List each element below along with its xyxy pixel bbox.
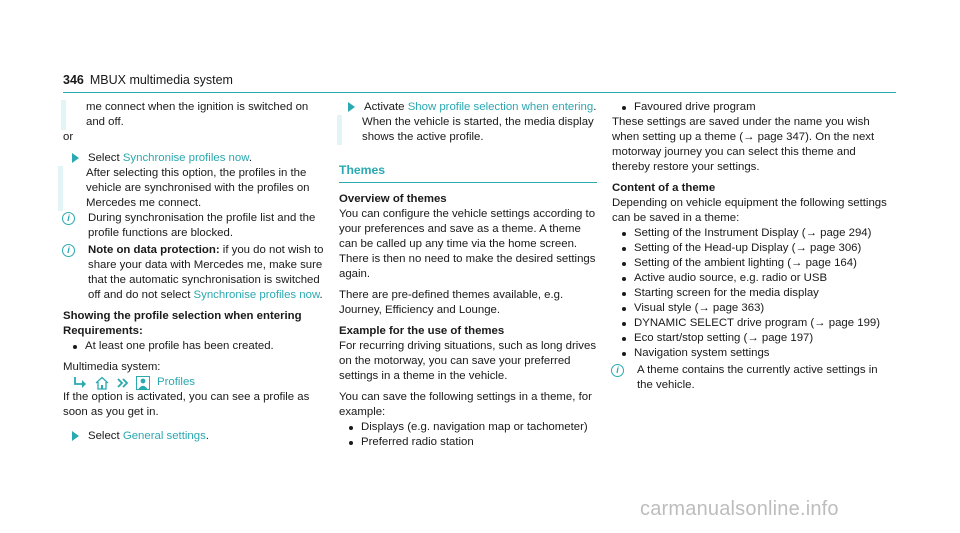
save-paragraph: You can save the following settings in a theme, for example: [339, 391, 592, 418]
person-icon [136, 376, 150, 390]
list-item: Visual style (→ page 363) [612, 301, 896, 316]
profiles-path-label[interactable]: Profiles [157, 376, 195, 388]
column-2 [339, 100, 597, 450]
watermark: carmanualsonline.info [640, 498, 839, 520]
subheading-content: Content of a theme [612, 182, 716, 194]
page-header [63, 73, 896, 89]
info-icon: i [62, 212, 75, 225]
info-icon: i [611, 364, 624, 377]
list-item: Navigation system settings [612, 346, 896, 361]
list-item: Setting of the Instrument Display (→ page 294) [612, 226, 896, 241]
arrow-right-icon [348, 102, 355, 112]
subheading-example: Example for the use of themes [339, 325, 505, 337]
list-item: Setting of the Head-up Display (→ page 306) [612, 241, 896, 256]
or-text: or [63, 131, 74, 143]
section-themes: Themes [339, 163, 597, 183]
home-icon [94, 376, 110, 390]
requirements-label: Requirements: [63, 325, 143, 337]
list-item: Preferred radio station [339, 435, 597, 450]
list-item: Eco start/stop setting (→ page 197) [612, 331, 896, 346]
menu-path [63, 375, 325, 390]
predefined-paragraph: There are pre-defined themes available, e.g. Journey, Efficiency and Lounge. [339, 289, 564, 316]
column-1 [63, 100, 325, 444]
info-icon: i [62, 244, 75, 257]
content-paragraph: Depending on vehicle equipment the following settings can be saved in a theme: [612, 197, 887, 224]
list-item: Favoured drive program [612, 100, 896, 115]
list-item: DYNAMIC SELECT drive program (→ page 199) [612, 316, 896, 331]
list-item: Active audio source, e.g. radio or USB [612, 271, 896, 286]
step-activate: Activate Show profile selection when entering. [339, 100, 597, 115]
step-detail: After selecting this option, the profiles in the vehicle are synchronised with the profiles on Mercedes me connect. [86, 166, 325, 211]
page-number: 346 [63, 73, 84, 87]
note-data-protection: i Note on data protection: if you do not wish to share your data with Mercedes me, make sure that the automatic synchronisation is switched off and do not select Synchronise profiles now. [63, 243, 325, 303]
arrow-right-icon [73, 377, 87, 389]
continuation-text: me connect when the ignition is switched on and off. [86, 101, 309, 128]
step-detail: When the vehicle is started, the media display shows the active profile. [337, 115, 597, 145]
sync-profiles-link[interactable]: Synchronise profiles now [122, 152, 249, 164]
example-paragraph: For recurring driving situations, such as long drives on the motorway, you can save your preferred settings in a theme in the vehicle. [339, 340, 597, 382]
subheading-profile-selection: Showing the profile selection when entering [63, 310, 302, 322]
double-chevron-icon [117, 378, 129, 388]
step-general-settings: Select General settings. [63, 429, 325, 444]
overview-paragraph: You can configure the vehicle settings according to your preferences and save as a theme. A theme can be called up any time via the home screen. There is then no need to make the desired settings again. [339, 208, 596, 280]
subheading-overview: Overview of themes [339, 193, 447, 205]
list-item: Displays (e.g. navigation map or tachometer) [339, 420, 597, 435]
page-title: MBUX multimedia system [89, 73, 233, 87]
arrow-right-icon [72, 431, 79, 441]
general-settings-link[interactable]: General settings [122, 430, 206, 442]
note-sync: i During synchronisation the profile list and the profile functions are blocked. [63, 211, 325, 241]
list-item: Setting of the ambient lighting (→ page 164) [612, 256, 896, 271]
note-theme: i A theme contains the currently active settings in the vehicle. [612, 363, 896, 393]
after-path-text: If the option is activated, you can see a profile as soon as you get in. [63, 391, 310, 418]
header-rule [63, 92, 896, 93]
list-item: Starting screen for the media display [612, 286, 896, 301]
arrow-right-icon [72, 153, 79, 163]
step-sync: Select Synchronise profiles now. [63, 151, 325, 166]
requirement-item: At least one profile has been created. [63, 339, 325, 354]
column-3 [612, 100, 896, 393]
saved-paragraph: These settings are saved under the name you wish when setting up a theme (→ page 347). On the next motorway journey you can select this theme and thereby restore your settings. [612, 116, 875, 173]
step-continuation [61, 100, 325, 130]
multimedia-label: Multimedia system: [63, 361, 161, 373]
show-profile-selection-link[interactable]: Show profile selection when entering [407, 101, 594, 113]
sync-profiles-link-2[interactable]: Synchronise profiles now [193, 289, 320, 301]
